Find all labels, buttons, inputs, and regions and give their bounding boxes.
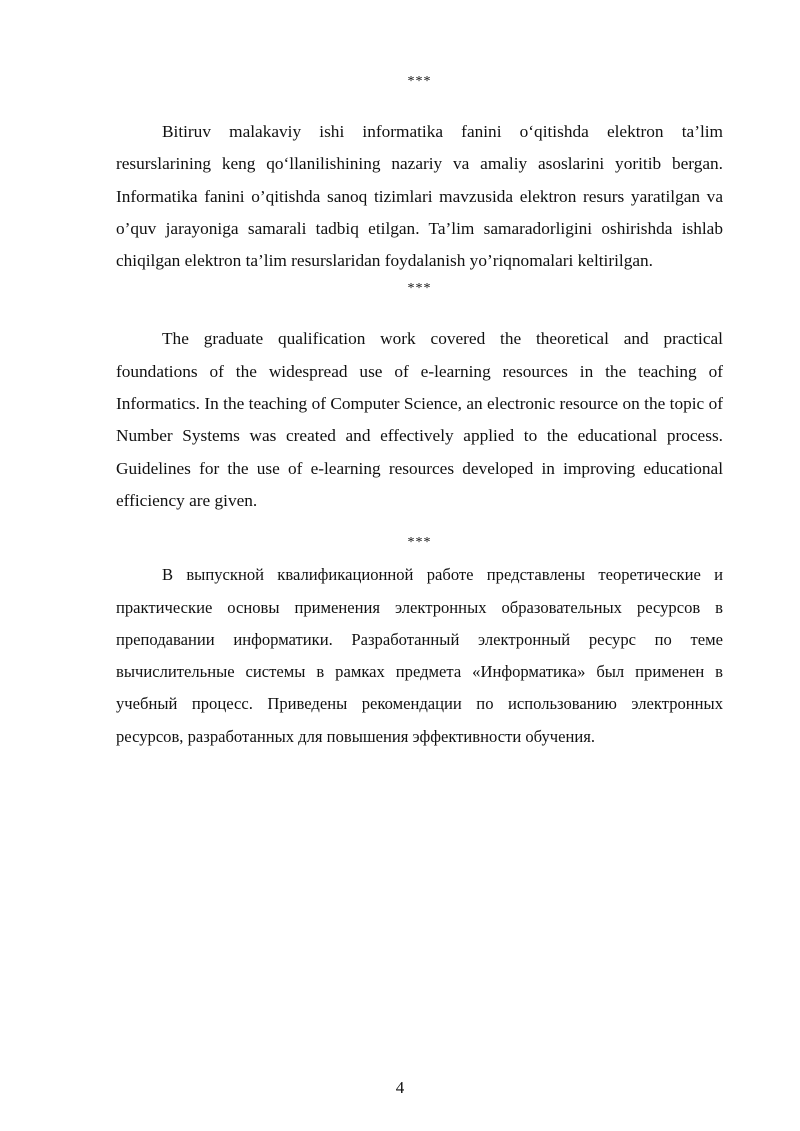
section-separator: *** bbox=[407, 74, 432, 89]
abstract-uzbek: Bitiruv malakaviy ishi informatika fanini o‘qitishda elektron ta’lim resurslarining keng qo‘llanilishining nazariy va amaliy asoslarini yoritib bergan. Informatika fanini o’qitishda sanoq tizimlari mavzusida elektron resurs yaratilgan va o’quv jarayoniga samarali tadbiq etilgan. Ta’lim samaradorligini oshirishda ishlab chiqilgan elektron ta’lim resurslaridan foydalanish yo’riqnomalari keltirilgan. bbox=[116, 122, 723, 271]
document-body bbox=[116, 72, 723, 753]
abstract-english: The graduate qualification work covered the theoretical and practical foundations of the widespread use of e-learning resources in the teaching of Informatics. In the teaching of Computer Science, an electronic resource on the topic of Number Systems was created and effectively applied to the educational process. Guidelines for the use of e-learning resources developed in improving educational efficiency are given. bbox=[116, 329, 723, 510]
abstract-russian: В выпускной квалификационной работе представлены теоретические и практические основы применения электронных образовательных ресурсов в преподавании информатики. Разработанный электронный ресурс по теме вычислительные системы в рамках предмета «Информатика» был применен в учебный процесс. Приведены рекомендации по использованию электронных ресурсов, разработанных для повышения эффективности обучения. bbox=[116, 565, 723, 746]
section-separator: *** bbox=[407, 281, 432, 297]
section-separator: *** bbox=[407, 535, 432, 551]
page-number: 4 bbox=[395, 1078, 405, 1097]
